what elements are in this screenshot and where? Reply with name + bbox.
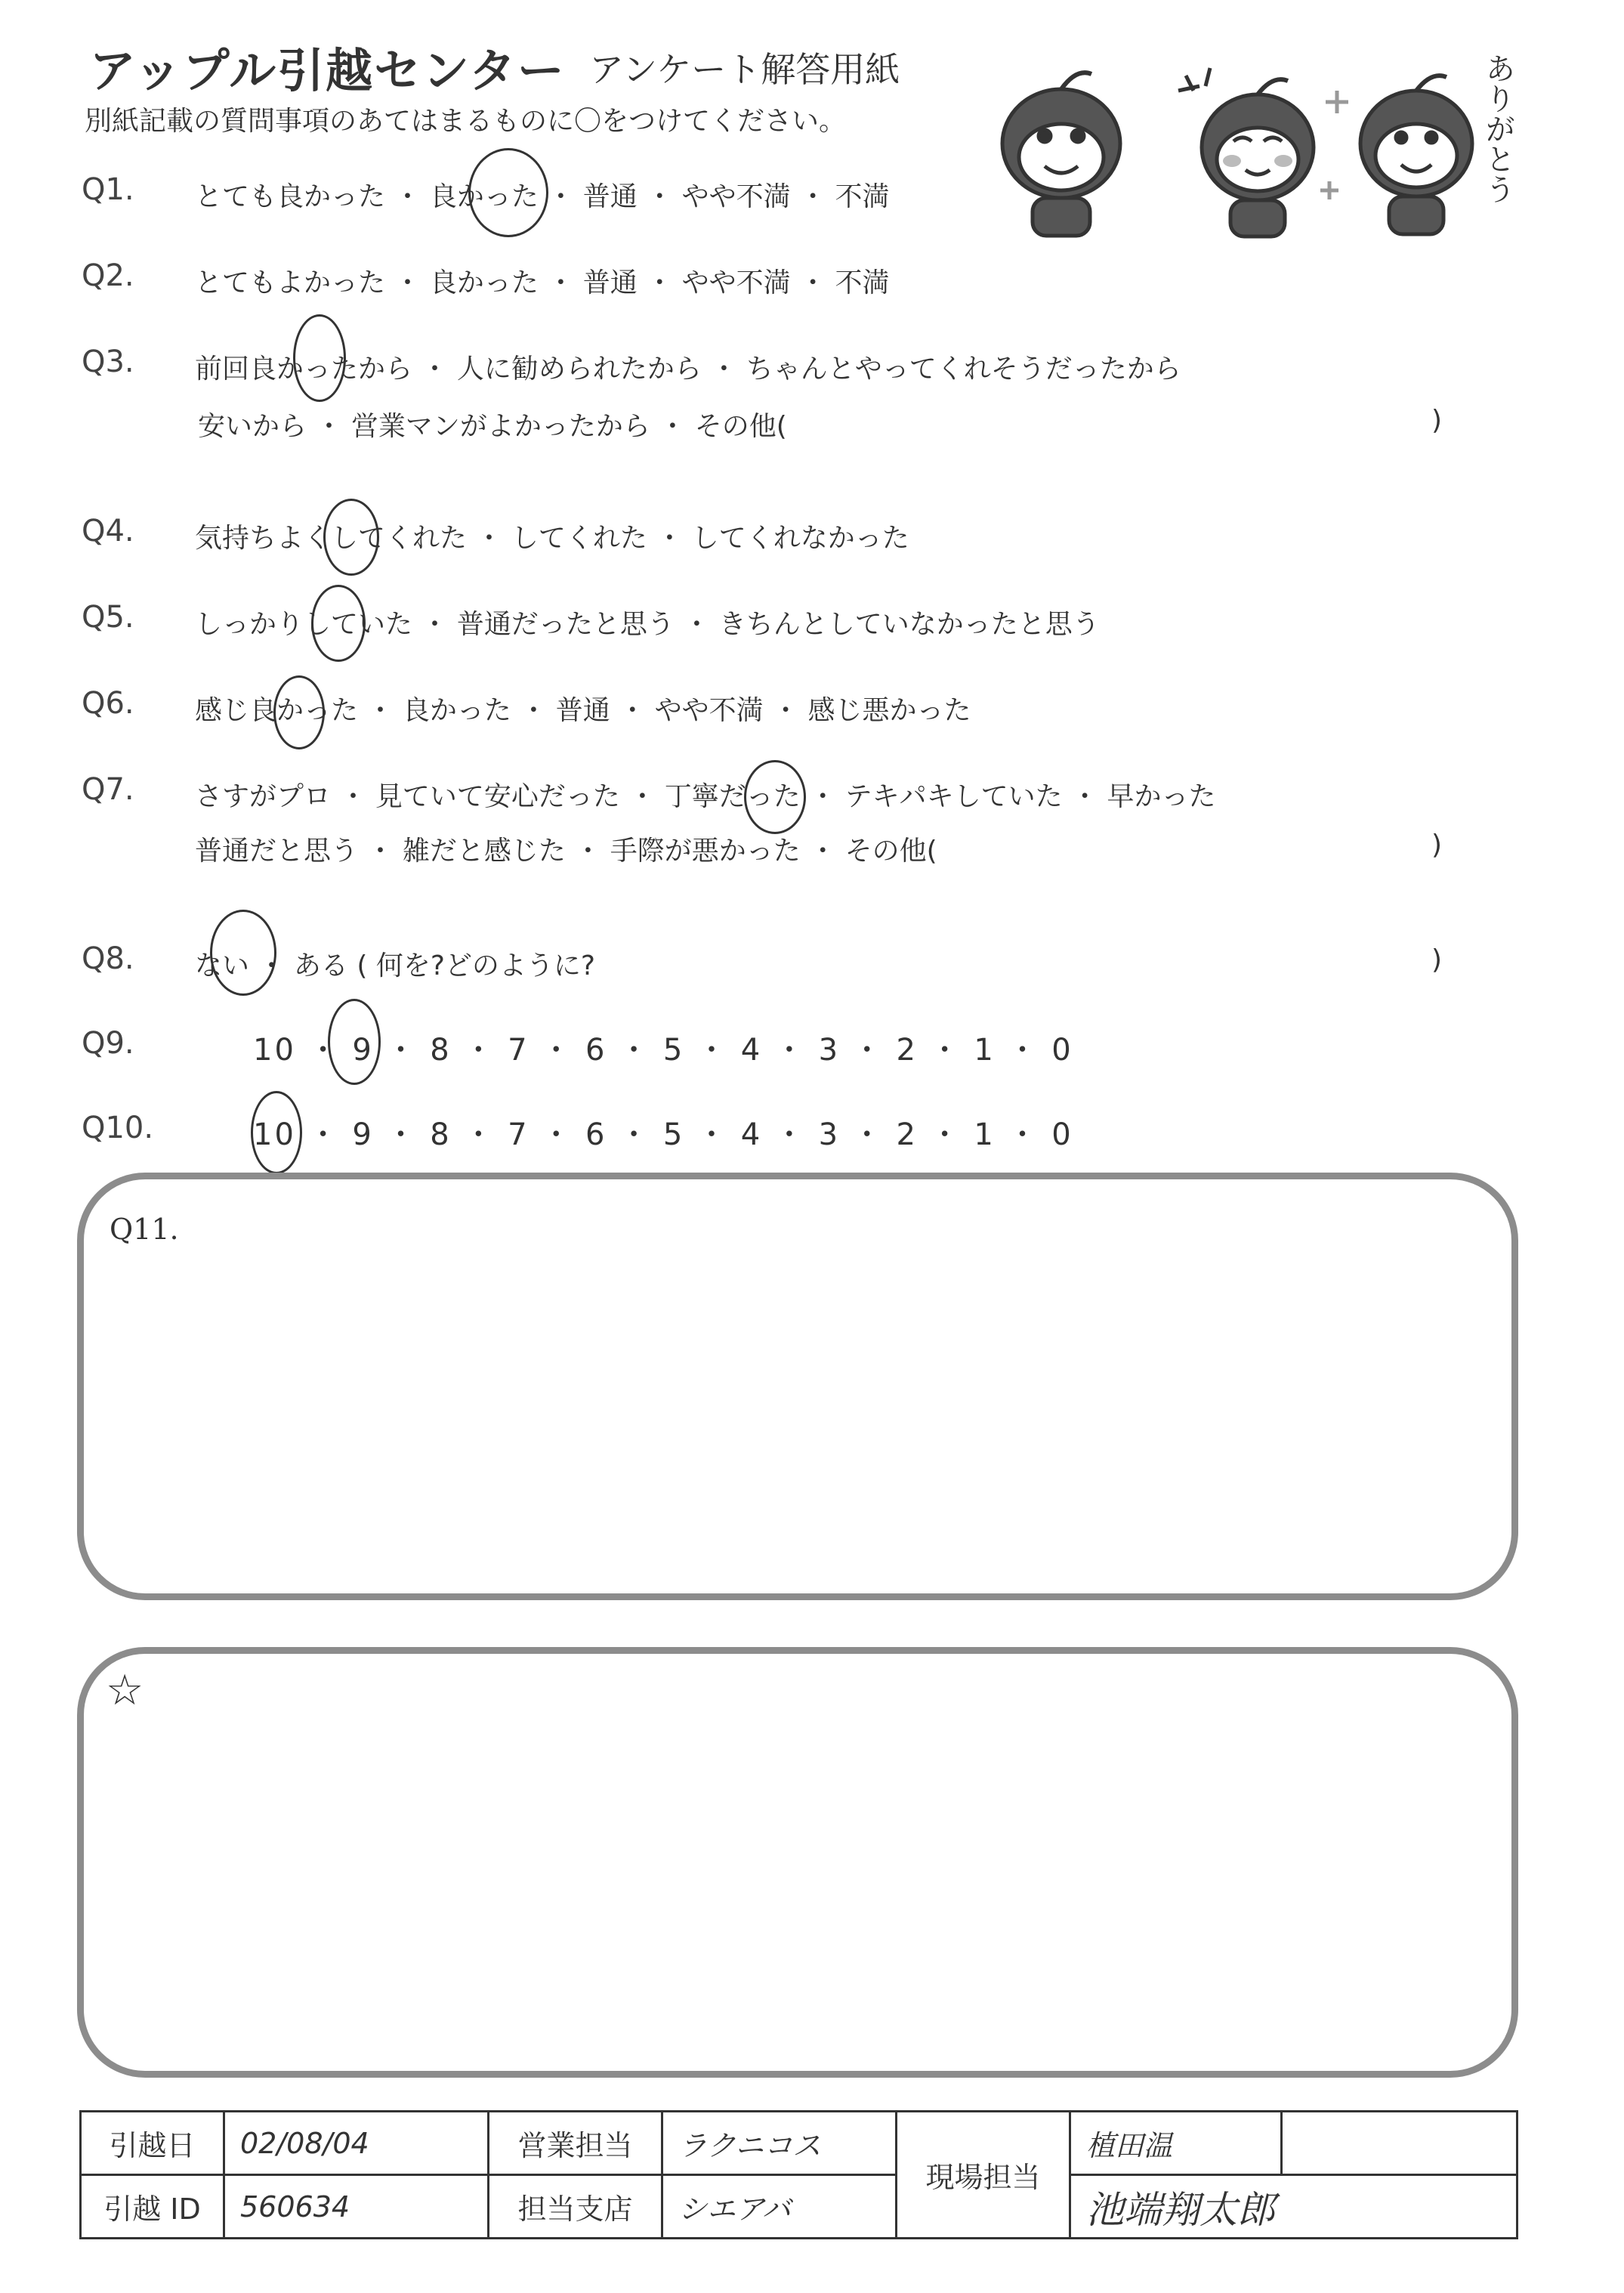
instruction-text: 別紙記載の質問事項のあてはまるものに〇をつけてください。 [85,106,847,137]
move-date-label: 引越日 [81,2112,224,2175]
star-comment-box [77,1647,1518,2078]
monkey-mascots-illustration [990,45,1511,242]
q5-options: しっかりしていた ・ 普通だったと思う ・ きちんとしていなかったと思う [195,609,1100,640]
q9-label: Q9. [82,1026,134,1061]
q11-comment-box [77,1173,1518,1600]
company-title: アップル引越センター [89,43,566,98]
move-id-label: 引越 ID [81,2175,224,2239]
site-staff-label: 現場担当 [897,2112,1070,2239]
q9-answer-circle [328,999,381,1085]
q4-answer-circle [323,499,379,576]
q6-label: Q6. [82,686,134,721]
site-staff-value-1: 植田温 [1070,2112,1282,2175]
q2-options: とてもよかった ・ 良かった ・ 普通 ・ やや不満 ・ 不満 [195,267,890,298]
site-staff-empty-1 [1282,2112,1517,2175]
q4-options: 気持ちよくしてくれた ・ してくれた ・ してくれなかった [195,523,909,554]
move-id-value: 560634 [224,2175,489,2239]
q11-label: Q11. [110,1213,179,1246]
q8-options: ない ・ ある ( 何を?どのように? [195,950,596,981]
q8-label: Q8. [82,941,134,976]
q5-label: Q5. [82,600,134,635]
q3-options-line1: 前回良かったから ・ 人に勧められたから ・ ちゃんとやってくれそうだったから [195,354,1181,385]
q10-label: Q10. [82,1111,154,1145]
q1-label: Q1. [82,172,134,207]
star-label: ☆ [106,1666,144,1715]
move-date-value: 02/08/04 [224,2112,489,2175]
branch-value: シエアバ [662,2175,897,2239]
q7-close-paren: ) [1431,830,1443,861]
move-info-table [79,2110,1518,2239]
q10-scale: 10 ・ 9 ・ 8 ・ 7 ・ 6 ・ 5 ・ 4 ・ 3 ・ 2 ・ 1 ・ 0 [253,1117,1073,1152]
q3-answer-circle [293,314,346,402]
q4-label: Q4. [82,514,134,549]
q2-label: Q2. [82,258,134,293]
form-subtitle: アンケート解答用紙 [589,49,900,90]
q6-options: 感じ良かった ・ 良かった ・ 普通 ・ やや不満 ・ 感じ悪かった [195,695,971,726]
sales-rep-label: 営業担当 [489,2112,662,2175]
q1-answer-circle [468,148,548,237]
q7-answer-circle [744,760,806,834]
q6-answer-circle [273,675,325,749]
sales-rep-value: ラクニコス [662,2112,897,2175]
thanks-text: ありがとう [1480,53,1515,204]
q7-label: Q7. [82,772,134,807]
q3-close-paren: ) [1431,405,1443,436]
q3-options-line2: 安いから ・ 営業マンがよかったから ・ その他( [198,411,787,442]
q7-options-line1: さすがプロ ・ 見ていて安心だった ・ 丁寧だった ・ テキパキしていた ・ 早かった [195,781,1216,812]
q10-answer-circle [251,1091,302,1174]
q8-close-paren: ) [1431,944,1443,975]
q1-options: とても良かった ・ 良かった ・ 普通 ・ やや不満 ・ 不満 [195,181,890,212]
q7-options-line2: 普通だと思う ・ 雑だと感じた ・ 手際が悪かった ・ その他( [195,836,937,867]
site-staff-value-2: 池端翔太郎 [1070,2175,1517,2239]
q5-answer-circle [311,585,366,662]
branch-label: 担当支店 [489,2175,662,2239]
q3-label: Q3. [82,345,134,379]
q8-answer-circle [210,910,276,996]
q9-scale: 10 ・ 9 ・ 8 ・ 7 ・ 6 ・ 5 ・ 4 ・ 3 ・ 2 ・ 1 ・ 0 [253,1033,1073,1068]
